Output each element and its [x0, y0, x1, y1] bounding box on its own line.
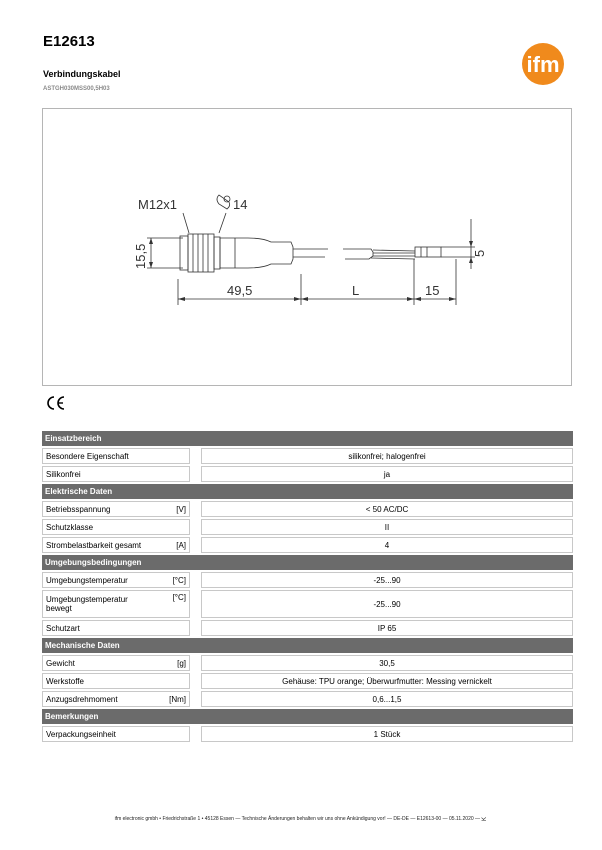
table-row	[42, 620, 573, 636]
wrench-icon	[217, 195, 230, 209]
spec-table	[42, 429, 573, 744]
section-header-bemerkungen: Bemerkungen	[42, 709, 573, 724]
row-value: II	[201, 519, 573, 535]
row-label: Umgebungstemperatur bewegt	[42, 590, 160, 618]
ce-mark	[45, 394, 67, 412]
row-label: Schutzklasse	[42, 519, 160, 535]
row-unit: [°C]	[160, 590, 190, 618]
cable-drawing	[43, 109, 573, 387]
row-unit	[160, 519, 190, 535]
section-header-mechanische-daten: Mechanische Daten	[42, 638, 573, 653]
section-header-umgebungsbedingungen: Umgebungsbedingungen	[42, 555, 573, 570]
table-row	[42, 655, 573, 671]
row-label: Schutzart	[42, 620, 160, 636]
row-unit: [g]	[160, 655, 190, 671]
row-value: Gehäuse: TPU orange; Überwurfmutter: Messing vernickelt	[201, 673, 573, 689]
table-row	[42, 673, 573, 689]
row-label: Betriebsspannung	[42, 501, 160, 517]
length-l-label: L	[352, 283, 360, 298]
article-number: ASTGH030MSS00,5H03	[43, 86, 110, 92]
table-row	[42, 572, 573, 588]
product-code: E12613	[43, 33, 95, 50]
revision-mark: K	[482, 816, 489, 822]
length-a-label: 49,5	[227, 283, 253, 298]
section-header-einsatzbereich: Einsatzbereich	[42, 431, 573, 446]
footer-text: ifm electronic gmbh • Friedrichstraße 1 • 45128 Essen — Technische Änderungen behalten wir uns ohne Ankündigung vor! — DE-DE — E12613-00 — 05.11.2020 —	[114, 816, 481, 822]
row-value: ja	[201, 466, 573, 482]
row-label: Gewicht	[42, 655, 160, 671]
row-label: Umgebungstemperatur	[42, 572, 160, 588]
table-row	[42, 519, 573, 535]
length-b-label: 15	[425, 283, 440, 298]
row-unit	[160, 726, 190, 742]
logo-text: ifm	[526, 52, 560, 77]
table-row	[42, 466, 573, 482]
product-title: Verbindungskabel	[43, 69, 121, 79]
row-label: Strombelastbarkeit gesamt	[42, 537, 160, 553]
row-label: Anzugsdrehmoment	[42, 691, 160, 707]
row-value: -25...90	[201, 590, 573, 618]
row-value: 1 Stück	[201, 726, 573, 742]
row-unit	[160, 466, 190, 482]
ifm-logo	[513, 42, 573, 86]
table-row	[42, 726, 573, 742]
row-label: Werkstoffe	[42, 673, 160, 689]
row-value: silikonfrei; halogenfrei	[201, 448, 573, 464]
row-value: -25...90	[201, 572, 573, 588]
row-label: Verpackungseinheit	[42, 726, 160, 742]
wrench-size-label: 14	[233, 197, 248, 212]
row-value: 30,5	[201, 655, 573, 671]
section-header-elektrische-daten: Elektrische Daten	[42, 484, 573, 499]
table-row	[42, 448, 573, 464]
footer	[0, 816, 602, 822]
row-unit: [V]	[160, 501, 190, 517]
row-unit: [Nm]	[160, 691, 190, 707]
row-unit: [°C]	[160, 572, 190, 588]
row-unit	[160, 620, 190, 636]
row-label: Besondere Eigenschaft	[42, 448, 160, 464]
thread-label: M12x1	[138, 197, 178, 212]
row-value: IP 65	[201, 620, 573, 636]
row-value: 4	[201, 537, 573, 553]
row-value: < 50 AC/DC	[201, 501, 573, 517]
row-unit	[160, 673, 190, 689]
table-row	[42, 691, 573, 707]
end-height-label: 5	[472, 249, 487, 257]
row-value: 0,6...1,5	[201, 691, 573, 707]
row-unit: [A]	[160, 537, 190, 553]
table-row	[42, 537, 573, 553]
height-label: 15,5	[133, 243, 148, 269]
table-row	[42, 590, 573, 618]
row-label: Silikonfrei	[42, 466, 160, 482]
table-row	[42, 501, 573, 517]
dimension-drawing	[42, 108, 572, 386]
row-unit	[160, 448, 190, 464]
